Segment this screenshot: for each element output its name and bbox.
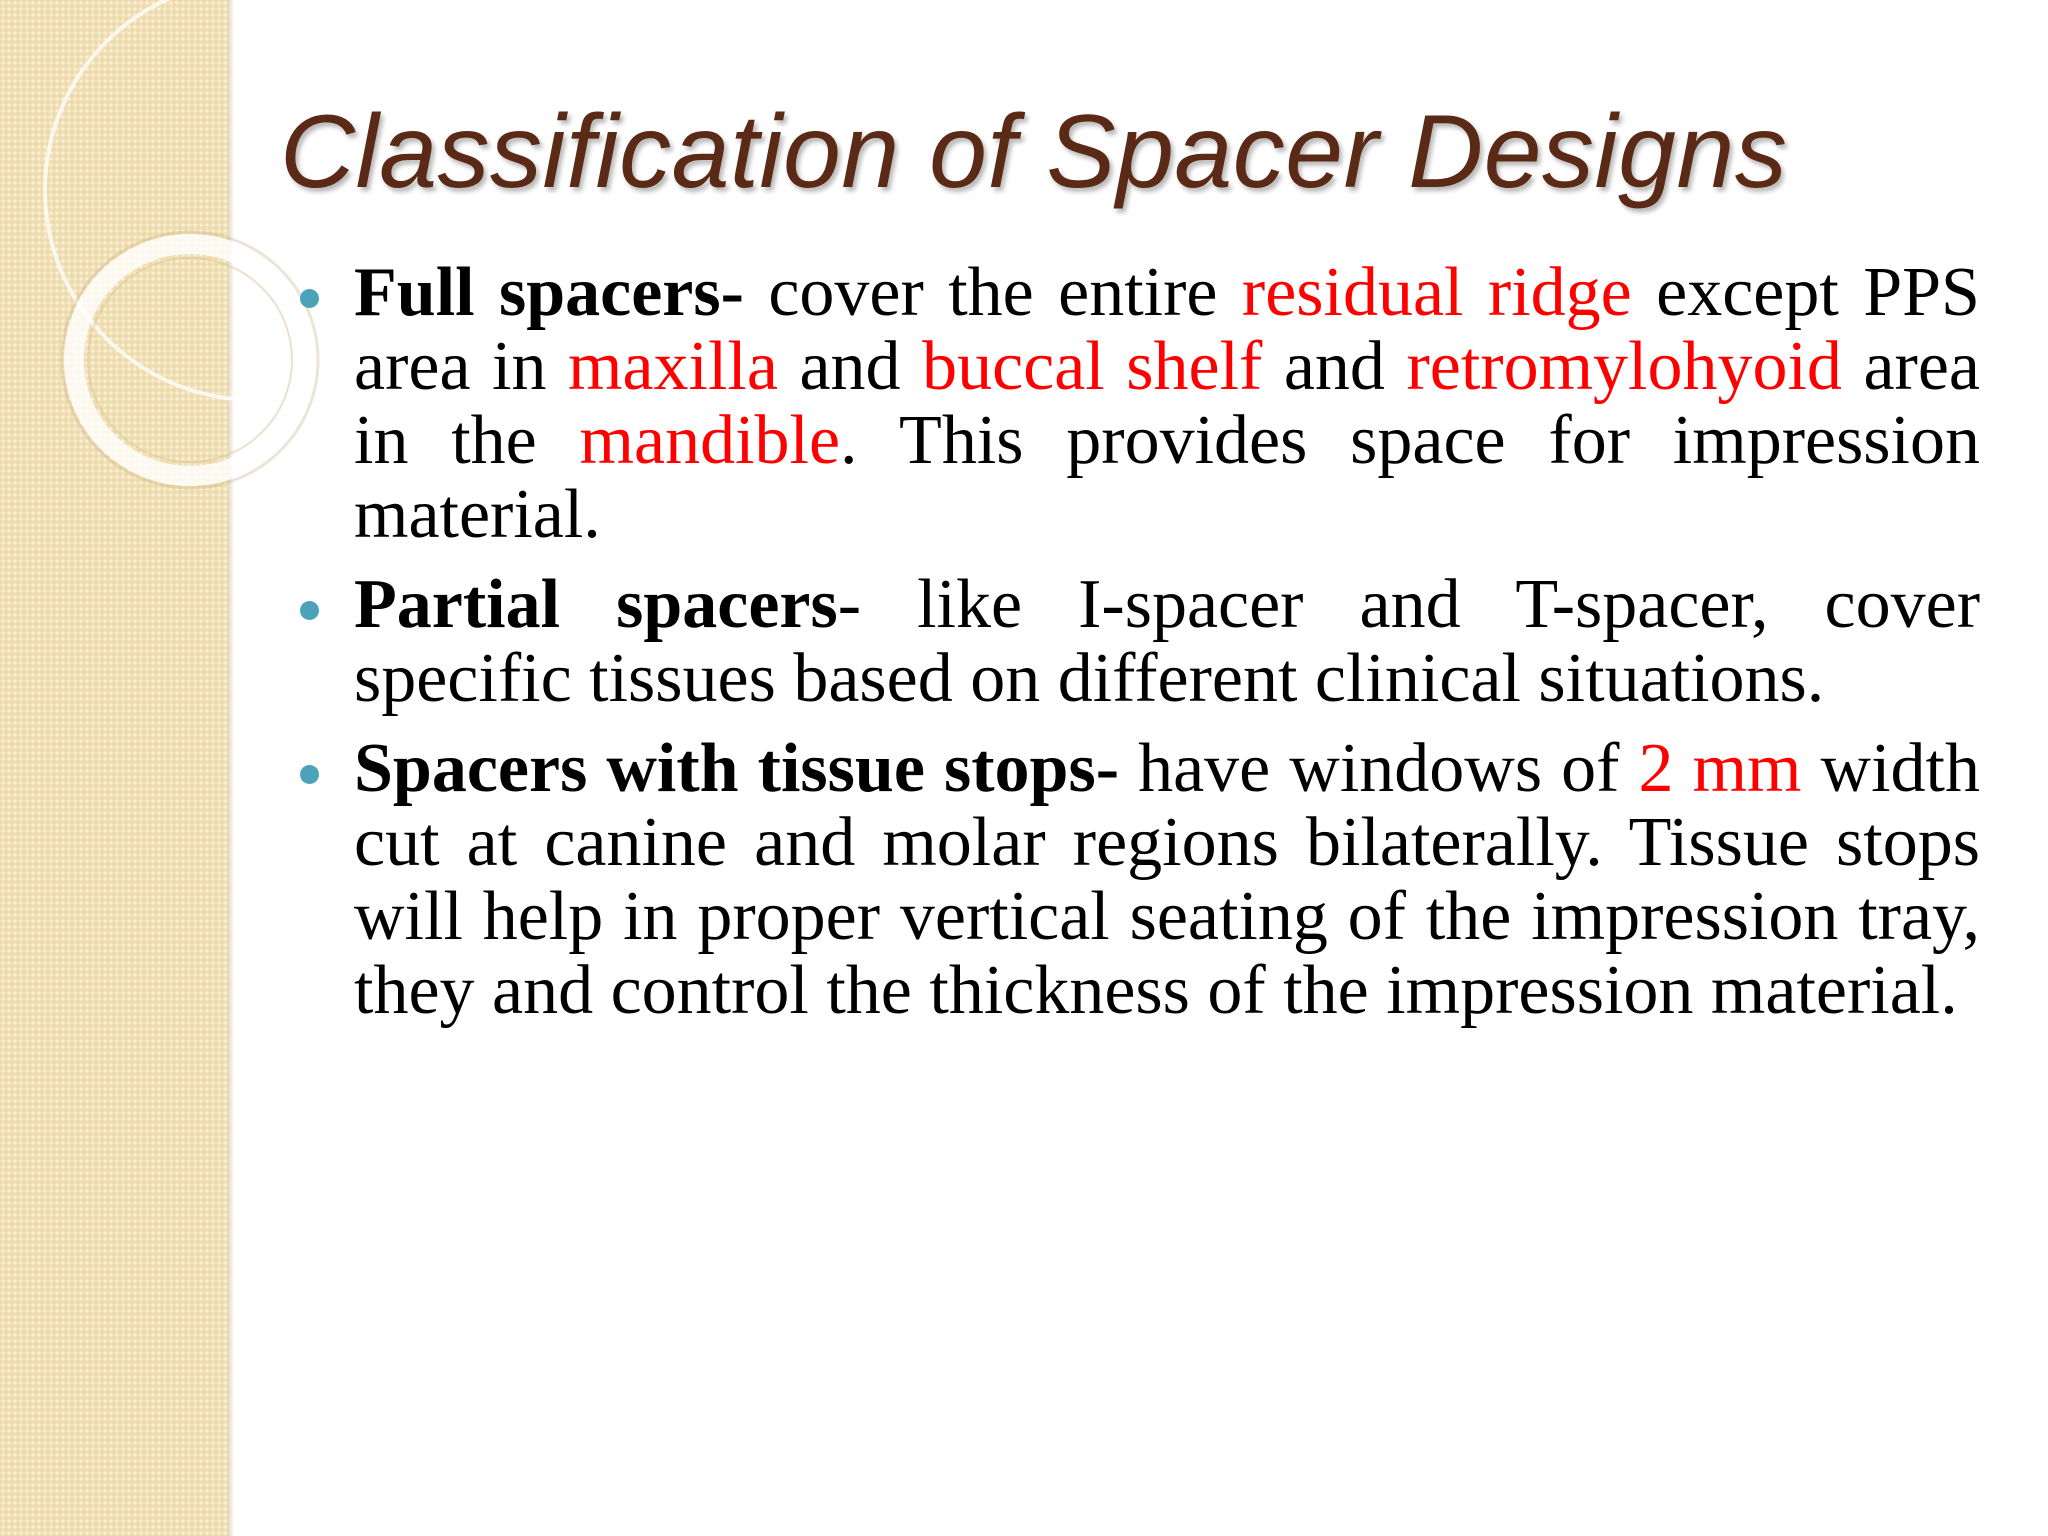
bullet-text [354,568,1980,716]
bullet-dot-icon [300,601,319,620]
slide-title: Classification of Spacer Designs [280,94,1788,210]
highlight-term: retromylohyoid [1406,328,1842,405]
bullet-text-segment: and [777,328,923,405]
bullet-term: Partial spacers [354,566,838,643]
bullet-text-segment: and [1262,328,1407,405]
bullet-text-segment: except PPS area in [354,254,1980,405]
bullet-dot-icon [300,289,319,308]
bullet-term: Full spacers- [354,254,744,331]
small-thick-ring-shadow [62,232,318,488]
bullet-partial-spacers [300,568,1980,716]
bullet-text-segment: cover the entire [743,254,1242,331]
bullet-text [354,732,1980,1028]
highlight-term: maxilla [568,328,778,405]
bullet-text-segment: . This provides space for impression material. [354,402,1981,553]
bullet-tissue-stops [300,732,1980,1028]
bullet-text-segment: area in the [354,328,1980,479]
bullet-dot-icon [300,765,319,784]
highlight-term: 2 mm [1638,730,1802,807]
highlight-term: buccal shelf [922,328,1263,405]
highlight-term: residual ridge [1241,254,1632,331]
bullet-text-segment: width cut at canine and molar regions bilaterally. Tissue stops will help in proper vertical seating of the impression tray, they and control the thickness of the impression material. [354,730,1980,1029]
bullet-list [300,256,1980,1044]
bullet-text-segment: - like I-spacer and T-spacer, cover specific tissues based on different clinical situations. [354,566,1981,717]
bullet-term: Spacers with tissue stops- [354,730,1120,807]
highlight-term: mandible [579,402,841,479]
small-thick-ring [74,244,306,476]
small-inner-ring [88,258,292,462]
bullet-text-segment: have windows of [1119,730,1639,807]
bullet-full-spacers [300,256,1980,552]
bullet-text [354,256,1980,552]
